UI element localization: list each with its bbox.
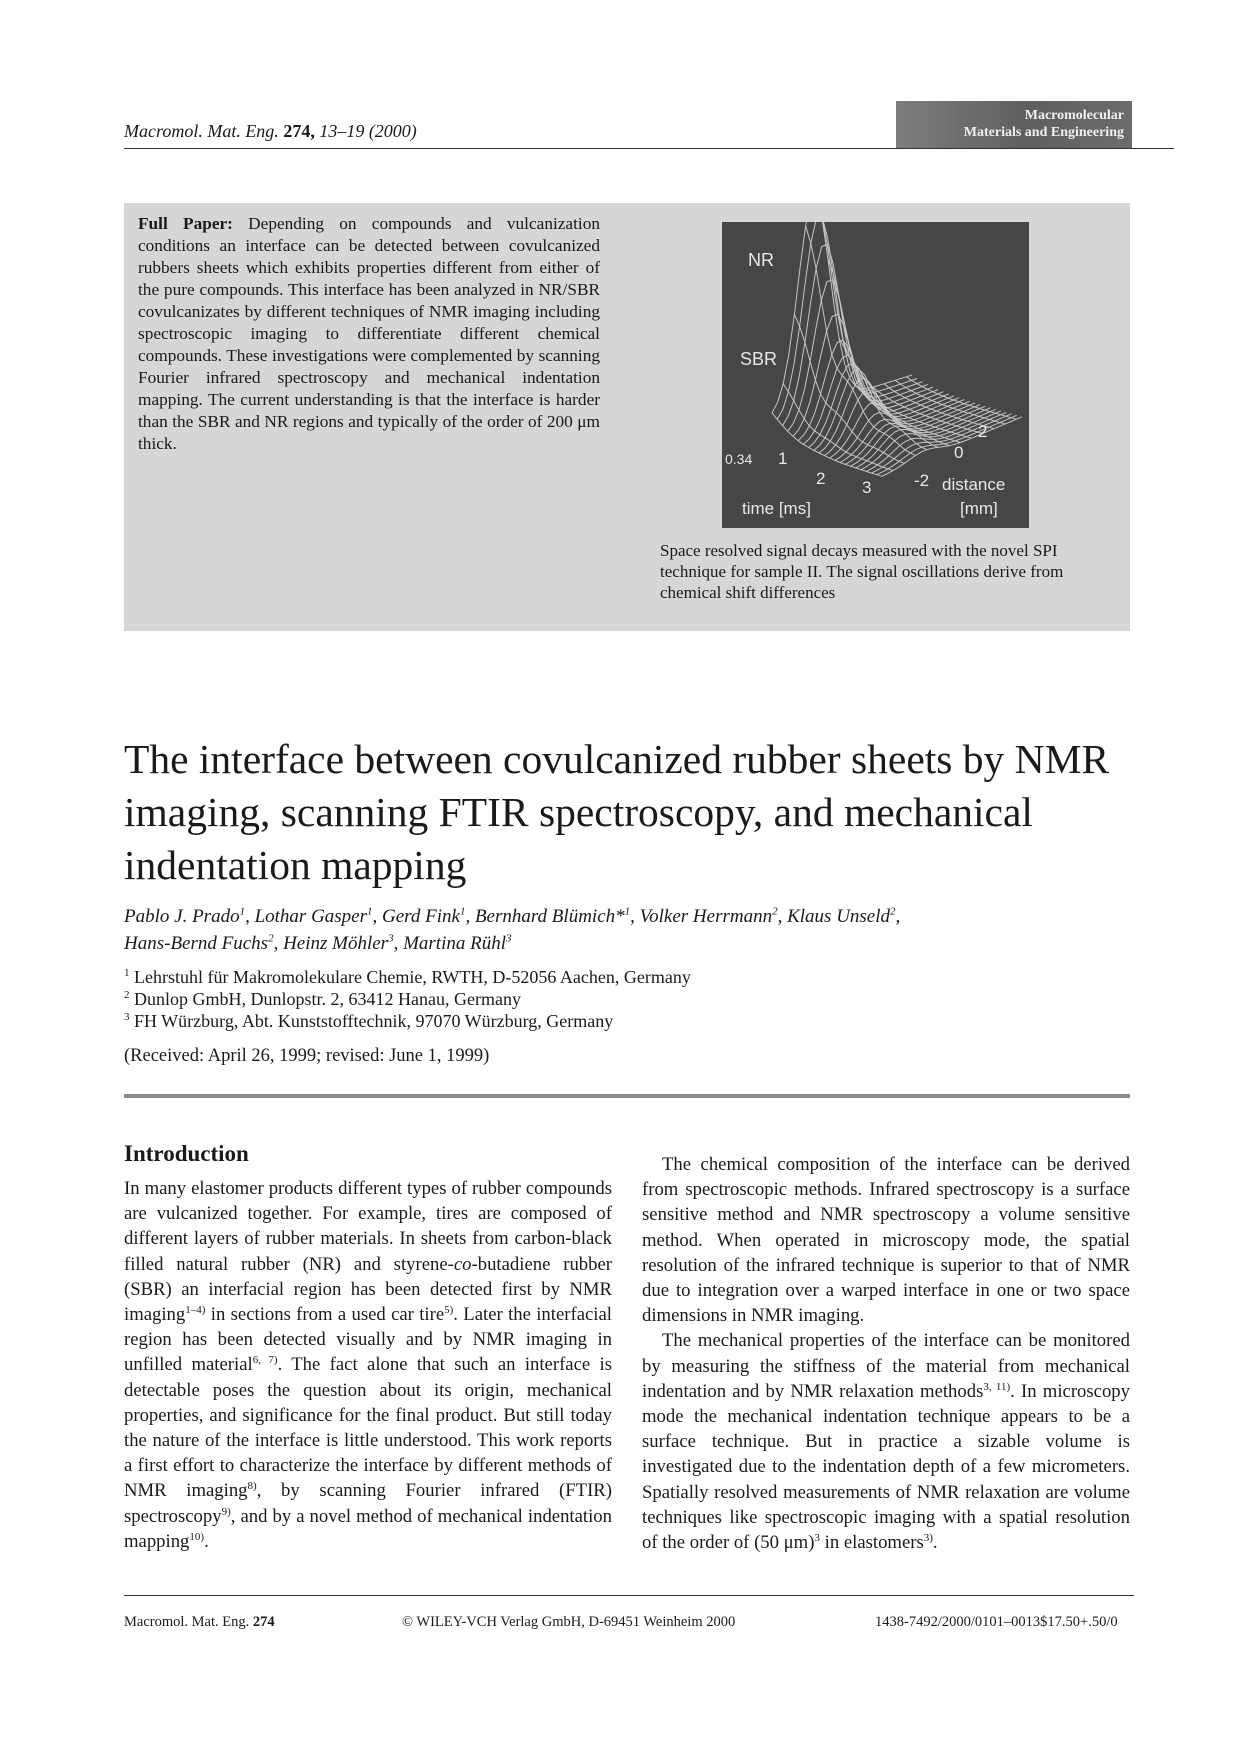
figure-ylabel-unit: [mm]: [960, 499, 998, 518]
footer-journal: Macromol. Mat. Eng. 274: [124, 1614, 275, 1630]
column-left: [124, 1140, 612, 1554]
intro-paragraph-1: In many elastomer products different types of rubber compounds are vulcanized together. For example, tires are composed of different layers of rubber materials. In sheets from carbon-black filled natural rubber (NR) and styrene-co-butadiene rubber (SBR) an interfacial region has been detected first by NMR imaging$^{1-4)}$ in sections from a used car tire$^{5)}$. Later the interfacial region has been detected visually and by NMR imaging in unfilled material$^{6, 7)}$. The fact alone that such an interface is detectable poses the question about its origin, mechanical properties, and significance for the final product. But still today the nature of the interface is little understood. This work reports a first effort to characterize the interface by different methods of NMR imaging$^{8)}$, by scanning Fourier infrared (FTIR) spectroscopy$^{9)}$, and by a novel method of mechanical indentation mapping$^{10)}$.: [124, 1178, 613, 1552]
author-name: Heinz Möhler: [283, 933, 389, 954]
author-name: Gerd Fink: [382, 906, 460, 927]
figure-xlabel: time [ms]: [742, 499, 811, 518]
abstract-box: [124, 203, 1130, 631]
author-name: Lothar Gasper: [254, 906, 368, 927]
header-rule: [124, 148, 1174, 149]
affiliation-1: $^1$ Lehrstuhl für Makromolekulare Chemie, RWTH, D-52056 Aachen, Germany: [124, 967, 691, 987]
figure-svg: [722, 222, 1029, 528]
affiliation-3: $^3$ FH Würzburg, Abt. Kunststofftechnik, 97070 Würzburg, Germany: [124, 1011, 614, 1031]
author-affiliation-mark: 1: [624, 905, 631, 918]
author-name: Hans-Bernd Fuchs: [124, 933, 269, 954]
author-name: Volker Herrmann: [639, 906, 773, 927]
journal-logo: [896, 101, 1132, 148]
figure-label-sbr: SBR: [740, 349, 778, 369]
logo-line-1: Macromolecular: [1024, 108, 1124, 123]
section-divider: [124, 1094, 1130, 1098]
figure-tick-t1: 1: [778, 449, 788, 468]
author-affiliation-mark: 1: [367, 905, 373, 918]
figure-tick-t3: 3: [862, 478, 872, 497]
intro-paragraph-2: The chemical composition of the interface can be derived from spectroscopic methods. Infrared spectroscopy is a surface sensitive method and NMR spectroscopy a volume sensitive method. When operated in microscopy mode, the spatial resolution of the infrared technique is superior to that of NMR due to integration over a warped interface in one or two space dimensions in NMR imaging.: [642, 1154, 1130, 1327]
paper-title: The interface between covulcanized rubber sheets by NMR imaging, scanning FTIR spectroscopy, and mechanical indentation mapping: [124, 735, 1110, 888]
column-right: [642, 1152, 1130, 1555]
surface-mesh-line: [828, 259, 938, 447]
intro-paragraph-3: The mechanical properties of the interface can be monitored by measuring the stiffness of the material from mechanical indentation and by NMR relaxation methods$^{3, 11)}$. In microscopy mode the mechanical indentation technique appears to be a surface technique. But in practice a sizable volume is investigated due to the indentation depth of a few micrometers. Spatially resolved measurements of NMR relaxation are volume techniques like spectroscopic imaging with a spatial resolution of the order of (50 μm)$^3$ in elastomers$^{3)}$.: [642, 1330, 1130, 1554]
footer-rule: [124, 1595, 1134, 1596]
figure-tick-t2: 2: [816, 469, 826, 488]
section-heading-introduction: Introduction: [124, 1141, 249, 1166]
author-affiliation-mark: 3: [388, 932, 394, 945]
pages-year: 13–19 (2000): [314, 121, 417, 141]
author-name: Martina Rühl: [403, 933, 506, 954]
author-name: Klaus Unseld: [787, 906, 891, 927]
figure-tick-034: 0.34: [725, 451, 753, 467]
volume: 274,: [283, 121, 315, 141]
footer-issn: 1438-7492/2000/0101–0013$17.50+.50/0: [875, 1614, 1118, 1630]
affiliations: [124, 966, 1124, 1032]
author-name: Bernhard Blümich*: [474, 906, 625, 927]
abstract-lead: Full Paper:: [138, 214, 233, 233]
abstract-text: [138, 213, 600, 455]
author-affiliation-mark: 2: [772, 905, 778, 918]
figure-tick-dm2: -2: [914, 471, 930, 490]
surface-mesh-line: [817, 222, 927, 450]
author-list: Pablo J. Prado$^1$, Lothar Gasper$^1$, Gerd Fink$^1$, Bernhard Blümich*$^1$, Volker Herrmann$^2$, Klaus Unseld$^2$, Hans-Bernd Fuchs$^2$, Heinz Möhler$^3$, Martina Rühl$^3$: [124, 905, 901, 954]
figure-ylabel-distance: distance: [942, 475, 1006, 494]
journal-abbrev: Macromol. Mat. Eng.: [124, 121, 279, 141]
received-dates: (Received: April 26, 1999; revised: June 1, 1999): [124, 1046, 490, 1066]
figure-tick-d0: 0: [954, 443, 964, 462]
author-affiliation-mark: 2: [890, 905, 896, 918]
logo-line-2: Materials and Engineering: [963, 125, 1124, 140]
author-affiliation-mark: 2: [268, 932, 274, 945]
author-affiliation-mark: 1: [239, 905, 246, 918]
author-name: Pablo J. Prado: [124, 906, 240, 927]
surface-mesh-line: [777, 222, 917, 419]
figure-caption: Space resolved signal decays measured with the novel SPI technique for sample II. The signal oscillations derive from chemical shift differences: [660, 541, 1064, 602]
citation-header: [124, 121, 417, 142]
affiliation-2: $^2$ Dunlop GmbH, Dunlopstr. 2, 63412 Hanau, Germany: [124, 989, 521, 1009]
author-affiliation-mark: 3: [506, 932, 512, 945]
figure-3d-plot: [722, 222, 1029, 528]
footer-copyright: © WILEY-VCH Verlag GmbH, D-69451 Weinheim 2000: [402, 1614, 736, 1630]
author-affiliation-mark: 1: [459, 905, 466, 918]
abstract-body: Depending on compounds and vulcanization conditions an interface can be detected between covulcanized rubbers sheets which exhibits properties different from either of the pure compounds. This interface has been analyzed in NR/SBR covulcanizates by different techniques of NMR imaging including spectroscopic imaging to differentiate different chemical compounds. These investigations were complemented by scanning Fourier infrared spectroscopy and mechanical indentation mapping. The current understanding is that the interface is harder than the SBR and NR regions and typically of the order of 200 μm thick.: [138, 214, 600, 453]
figure-label-nr: NR: [748, 250, 774, 270]
figure-tick-d2: 2: [978, 422, 988, 441]
